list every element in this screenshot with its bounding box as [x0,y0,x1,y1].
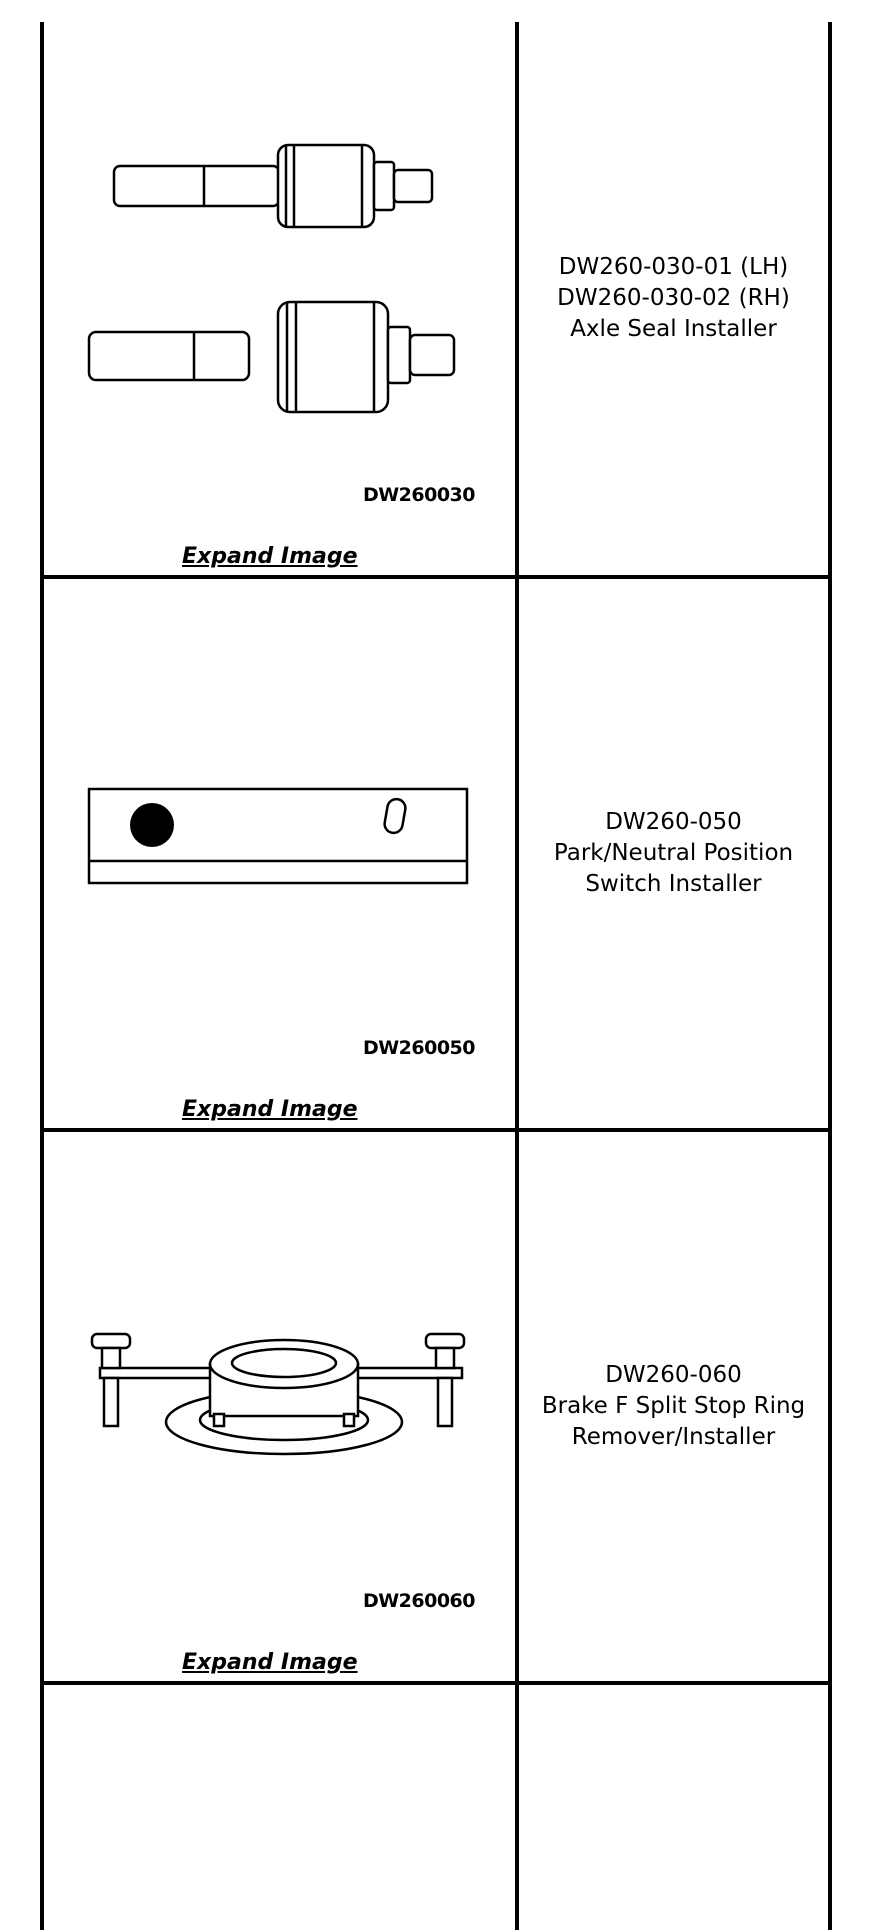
part-number-line: DW260-050 [605,809,742,835]
table-row-image-cell [44,1132,515,1681]
axle-seal-installer-drawing [44,22,515,422]
image-code: DW260060 [362,1590,475,1612]
tool-name-line: Park/Neutral Position [553,840,794,866]
part-number-line: DW260-030-02 (RH) [557,285,790,311]
image-code: DW260030 [362,484,475,506]
table-row-description-cell [519,1685,828,1930]
expand-image-link[interactable]: Expand Image [182,1097,358,1122]
stop-ring-tool-drawing [44,1132,515,1472]
tool-name-line: Axle Seal Installer [570,316,777,342]
tool-name-line: Remover/Installer [571,1424,776,1450]
table-row-description-cell [519,1132,828,1681]
tool-name-line: Switch Installer [585,871,762,897]
table-row-description-cell [519,579,828,1128]
table-border-right [828,22,832,1930]
image-code: DW260050 [362,1037,475,1059]
table-row-description-cell [519,22,828,575]
expand-image-link[interactable]: Expand Image [182,544,358,569]
table-row-image-cell [44,1685,515,1930]
table-row-image-cell [44,579,515,1128]
tool-name-line: Brake F Split Stop Ring [541,1393,806,1419]
expand-image-link[interactable]: Expand Image [182,1650,358,1675]
switch-installer-drawing [44,579,515,899]
part-number-line: DW260-060 [605,1362,742,1388]
table-row-image-cell [44,22,515,575]
part-number-line: DW260-030-01 (LH) [558,254,789,280]
